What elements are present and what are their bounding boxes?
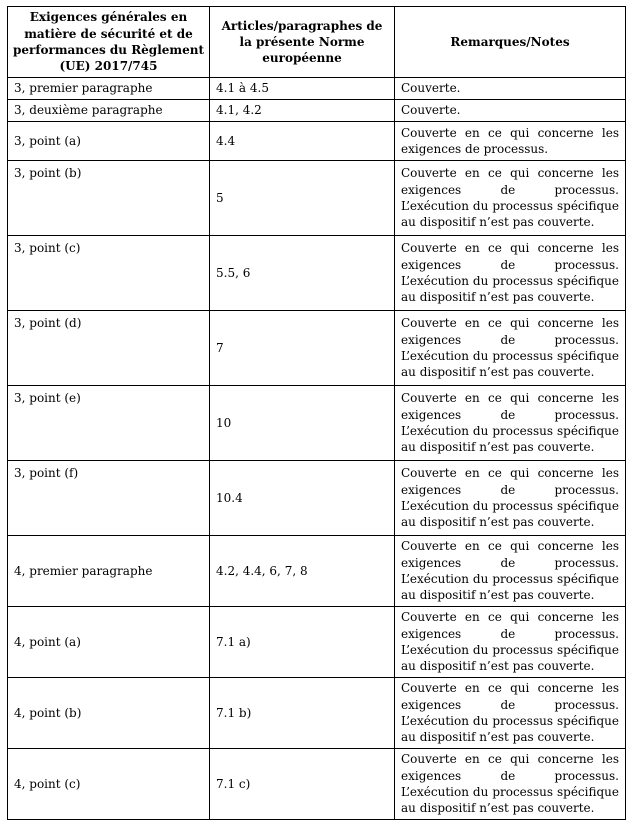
remarks-cell: Couverte. [395, 100, 626, 122]
header-clauses: Articles/paragraphes de la présente Norme européenne [210, 7, 395, 78]
table-row [8, 78, 626, 100]
table-row [8, 100, 626, 122]
table-row [8, 607, 626, 678]
remarks-cell: Couverte en ce qui concerne les exigences de processus. L’exécution du processus spécifique au dispositif n’est pas couverte. [395, 311, 626, 386]
clauses-cell: 10.4 [210, 461, 395, 536]
table-row [8, 161, 626, 236]
clauses-cell: 7.1 c) [210, 749, 395, 820]
requirement-cell: 3, point (f) [8, 461, 210, 536]
requirement-cell: 4, point (c) [8, 749, 210, 820]
requirement-cell: 3, point (d) [8, 311, 210, 386]
table-row [8, 536, 626, 607]
clauses-cell: 4.1, 4.2 [210, 100, 395, 122]
remarks-cell: Couverte en ce qui concerne les exigences de processus. L’exécution du processus spécifique au dispositif n’est pas couverte. [395, 461, 626, 536]
remarks-cell: Couverte en ce qui concerne les exigences de processus. L’exécution du processus spécifique au dispositif n’est pas couverte. [395, 678, 626, 749]
requirement-cell: 4, premier paragraphe [8, 536, 210, 607]
clauses-cell: 7 [210, 311, 395, 386]
remarks-cell: Couverte. [395, 78, 626, 100]
requirement-cell: 3, deuxième paragraphe [8, 100, 210, 122]
table-row [8, 678, 626, 749]
remarks-cell: Couverte en ce qui concerne les exigences de processus. L’exécution du processus spécifique au dispositif n’est pas couverte. [395, 607, 626, 678]
requirement-cell: 4, point (a) [8, 607, 210, 678]
table-row [8, 749, 626, 820]
table-row [8, 386, 626, 461]
table-row [8, 311, 626, 386]
clauses-cell: 5.5, 6 [210, 236, 395, 311]
requirement-cell: 3, point (c) [8, 236, 210, 311]
clauses-cell: 7.1 a) [210, 607, 395, 678]
requirement-cell: 3, point (b) [8, 161, 210, 236]
header-requirements: Exigences générales en matière de sécurité et de performances du Règlement (UE) 2017/745 [8, 7, 210, 78]
clauses-cell: 4.4 [210, 122, 395, 161]
header-remarks: Remarques/Notes [395, 7, 626, 78]
remarks-cell: Couverte en ce qui concerne les exigences de processus. [395, 122, 626, 161]
remarks-cell: Couverte en ce qui concerne les exigences de processus. L’exécution du processus spécifique au dispositif n’est pas couverte. [395, 536, 626, 607]
table-row [8, 122, 626, 161]
requirement-cell: 3, premier paragraphe [8, 78, 210, 100]
requirement-cell: 3, point (a) [8, 122, 210, 161]
clauses-cell: 5 [210, 161, 395, 236]
remarks-cell: Couverte en ce qui concerne les exigences de processus. L’exécution du processus spécifique au dispositif n’est pas couverte. [395, 749, 626, 820]
clauses-cell: 4.1 à 4.5 [210, 78, 395, 100]
requirement-cell: 3, point (e) [8, 386, 210, 461]
clauses-cell: 4.2, 4.4, 6, 7, 8 [210, 536, 395, 607]
remarks-cell: Couverte en ce qui concerne les exigences de processus. L’exécution du processus spécifique au dispositif n’est pas couverte. [395, 236, 626, 311]
requirements-correspondence-table [7, 6, 626, 820]
requirement-cell: 4, point (b) [8, 678, 210, 749]
clauses-cell: 7.1 b) [210, 678, 395, 749]
table-row [8, 461, 626, 536]
table-header-row [8, 7, 626, 78]
table-row [8, 236, 626, 311]
clauses-cell: 10 [210, 386, 395, 461]
remarks-cell: Couverte en ce qui concerne les exigences de processus. L’exécution du processus spécifique au dispositif n’est pas couverte. [395, 386, 626, 461]
remarks-cell: Couverte en ce qui concerne les exigences de processus. L’exécution du processus spécifique au dispositif n’est pas couverte. [395, 161, 626, 236]
